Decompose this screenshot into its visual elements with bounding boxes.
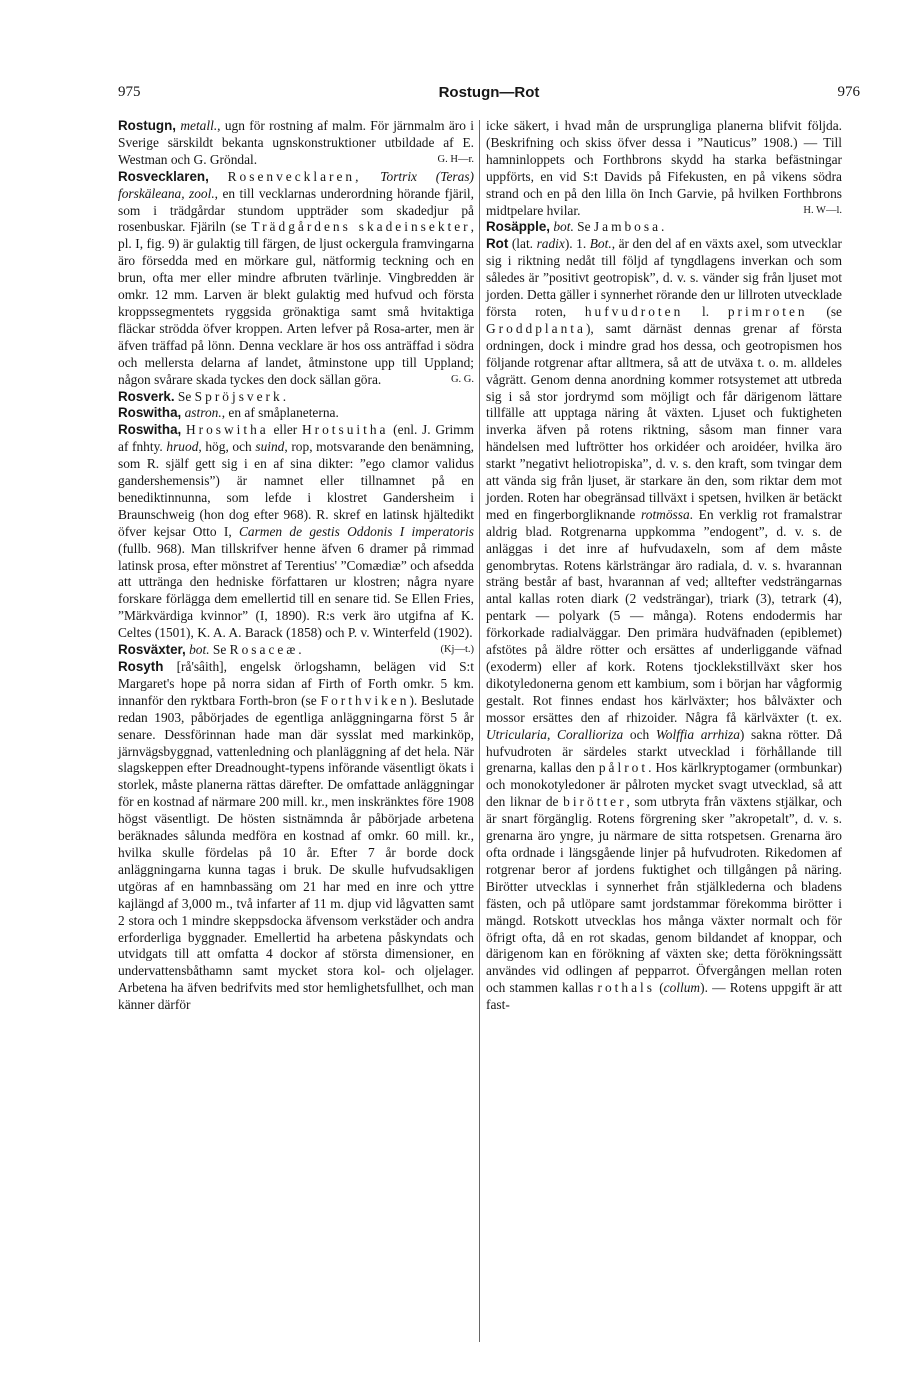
cross-reference: Jambosa. [593, 219, 668, 235]
entry-text: , pl. I, fig. 9) är gulaktig till färgen, de ljust ockergula framvingarna äro försedda med en mörkare gul, nätformig teckning och en brun, ofta mer eller mindre afbruten tvärlinje. Vingbredden är omkr. 12 mm. Larven är blekt gulaktig med hufvud och första kroppssegmentets ryggsida grönaktiga samt små hvitaktiga fläckar strödda öfver kroppen. Arten lefver på Rosa-arter, men är äfven träffad på lönn. Denna vecklare är hos oss anträffad i södra och mellersta delarna af landet, åtminstone upp till Uppland; någon svårare skada tyckes den dock sällan göra. [118, 219, 474, 387]
column-divider [479, 120, 480, 1342]
headword: Rosverk. [118, 388, 175, 404]
entry-text: . Hos kärlkryptogamer (ormbunkar) och monokotyledoner är pålroten mycket svagt utvecklad, så att den liknar de [486, 760, 842, 810]
entry-roswitha-astron [118, 405, 474, 422]
entry-text: ( [654, 980, 664, 996]
entry-rosvaxter [118, 642, 474, 659]
right-column [486, 118, 842, 1014]
entry-text: eller [268, 422, 302, 438]
headword: Rosäpple, [486, 219, 550, 235]
cross-reference: Rosaceæ. [229, 642, 305, 658]
entry-text: ). 1. [564, 236, 590, 252]
abbreviation: astron. [184, 405, 222, 421]
spaced-term: Rosenvecklaren, [227, 168, 362, 184]
spaced-term: birötter [563, 794, 627, 810]
entry-text: , rop, motsvarande den benämning, som R. själf gett sig i en af sina dikter: ”ego clamor validus gandershemensis”) är namnet eller tillnamnet på en benediktinnunna, som lefde i klostret Gandersheim i Braunschweig (hon dog efter 968). R. skref en latinsk hjältedikt öfver kejsar Otto I, [118, 439, 474, 539]
entry-text: (fullb. 968). Man tillskrifver henne äfven 6 dramer på rimmad latinsk prosa, efter mönstret af Terentius' ”Comædiæ” och afsedda att uttränga den hedniske författaren ur klostren; några nyare forskare förlägga dem emellertid till en senare tid. Se Ellen Fries, ”Märkvärdiga kvinnor” (I, 1890). R:s verk äro utgifna af K. Celtes (1501), K. A. A. Barack (1858) och P. v. Winterfeld (1902). [118, 540, 474, 641]
entry-text: ). Beslutade redan 1903, påbörjades de egentliga anläggningarna först 5 år senare. Dessförinnan hade man där sysslat med markinköp, järnvägsbyggnad, vattenledning och planläggning af det hela. När slagskeppen efter Dreadnought-typens införande väsentligt ökats i storlek, måste planerna rättas därefter. De omfattade anläggningar för en kostnad af närmare 200 mill. kr., men inskränktes före 1908 högst väsentligt. De hösten sistnämnda år påbörjade arbetena beräknades sålunda medföra en kostnad af omkr. 60 mill. kr., hvilka skulle fördelas på 10 år. Efter 7 år borde dock anläggningarna kunna tagas i bruk. De skulle hufvudsakligen utgöras af en hamnbassäng om 21 har med en inre och yttre kajlängd af 3,000 m., två infarter af 11 m. djup vid lågvatten samt 2 stora och 1 mindre skeppsdocka äfvensom verkstäder och andra erforderliga byggnader. Emellertid ha arbetena påskyndats och utvidgats till att omfatta 4 dockor af största dimensioner, en undervattensbåthamn samt mycket stora kol- och oljelager. Arbetena ha äfven bedrifvits med stor hemlighetsfullhet, och man känner därför [118, 692, 474, 1013]
entry-rostugn [118, 118, 474, 169]
entry-text: . En verklig rot framalstrar aldrig blad. Rotgrenarna uppkomma ”endogent”, d. v. s. de anläggas i det inre af hufvudaxeln, som af dem måste genombrytas. Rotens kärlsträngar äro radiala, d. v. s. hvarannan sträng består af bast, hvarannan af ved; alltefter vedsträngarnas antal kallas roten diark (2 vedsträngar), triark (3), tetrark (4), pentark — polyark (5 — många). Rotens endodermis har förkorkade radialväggar. Den primära hudväfnaden (epiblemet) afstötes på äldre rötter och ersättes af underliggande väfnad (exoderm) eller af kork. Rotens tjocklekstillväxt sker hos dikotyledonerna genom ett kambium, som i början har vågformig gestalt. Rot finnes endast hos kärlväxter; hos bålväxter och mossor ersättes den af rhizoider. Några få kärlväxter (t. ex. [486, 506, 843, 725]
headword: Rosyth [118, 659, 164, 674]
cross-reference: Groddplanta [486, 320, 586, 336]
headword: Rot [486, 236, 509, 252]
entry-text: ) sakna rötter. Då hufvudroten är särdeles starkt utvecklad i förhållande till grenarna, kallas den [486, 726, 843, 776]
cross-reference: Spröjsverk. [194, 388, 290, 404]
latin-term: radix [536, 236, 565, 252]
entry-text: , är den del af en växts axel, som utvecklar sig i riktning nedåt till följd af tyngdlagens inverkan och som således är ”positivt geotropisk”, d. v. s. vänder sig från ljuset mot jorden. Detta gäller i synnerhet rörande den ur lillroten utvecklade första roten, [486, 236, 843, 319]
entry-text: och [623, 726, 656, 742]
running-head: Rostugn—Rot [438, 84, 540, 101]
entry-text: (lat. [508, 236, 537, 252]
entry-text: , hög, och [198, 439, 256, 455]
entry-text: Se [174, 388, 195, 404]
abbreviation: bot. [189, 642, 210, 658]
entry-text: Se [573, 219, 594, 235]
entry-rosverk [118, 389, 474, 406]
page-number-left: 975 [118, 84, 141, 100]
page-header [118, 84, 860, 108]
author-signature: G. H—r. [437, 153, 474, 165]
headword: Roswitha, [118, 405, 182, 421]
entry-text: , ugn för rostning af malm. För järnmalm äro i Sverige särskildt bekanta ugnskonstruktioner utbildade af E. Westman och G. Gröndal. [118, 118, 474, 167]
entry-rosyth [118, 659, 474, 1014]
entry-rosapple [486, 219, 842, 236]
latin-name: Wolffia arrhiza [655, 726, 740, 742]
spaced-term: rothals [597, 980, 655, 996]
etymon: suind [255, 439, 285, 455]
latin-name: Tortrix (Teras) forskäleana, zool. [118, 168, 474, 201]
author-signature: H. W—l. [803, 204, 842, 216]
author-signature: G. G. [450, 373, 474, 385]
headword: Rosväxter, [118, 642, 186, 658]
latin-name: Corallioriza [557, 726, 624, 742]
entry-rot [486, 236, 842, 1014]
spaced-term: Hroswitha [185, 422, 269, 438]
headword: Rosvecklaren, [118, 168, 209, 184]
entry-rosvecklaren [118, 169, 474, 389]
entry-text: (enl. J. Grimm af fnhty. [118, 422, 474, 455]
spaced-term: hufvudroten [584, 303, 684, 319]
abbreviation: Bot. [589, 236, 612, 252]
etymon: hruod [166, 439, 199, 455]
spaced-term: Hrotsuitha [301, 422, 389, 438]
entry-text: , en af småplaneterna. [221, 405, 339, 421]
latin-name: Utricularia [486, 726, 548, 742]
entry-text: , en till vecklarnas underordning hörande fjäril, som i trädgårdar stundom uppträder som skadedjur på rosenbuskar. Fjäriln (se [118, 185, 474, 235]
entry-text: , [547, 726, 558, 742]
entry-text: l. [683, 303, 728, 319]
entry-text: ). — Rotens uppgift är att fast- [486, 980, 842, 1013]
entry-text: (se [807, 303, 842, 319]
cross-reference: Forthviken [320, 692, 410, 708]
entry-text: Se [209, 642, 230, 658]
headword: Rostugn, [118, 118, 177, 133]
abbreviation: metall. [180, 118, 218, 133]
latin-term: collum [663, 980, 701, 996]
cross-reference: Trädgårdens skadeinsekter [251, 219, 471, 235]
author-signature: (Kj—t.) [440, 644, 474, 656]
work-title: Carmen de gestis Oddonis I imperatoris [238, 523, 474, 539]
left-column [118, 118, 474, 1014]
entry-text: icke säkert, i hvad mån de ursprungliga planerna blifvit följda. (Beskrifning och skiss öfver dessa i ”Nauticus” 1908.) — Till hamninloppets och Forthbrons skydd ha starka befästningar uppförts, en vid S:t Davids på Fifekusten, en på vikens södra strand och en på den lilla ön Inch Garvie, på hvilken Forthbrons midtpelare hvilar. [486, 118, 842, 218]
entry-text: , som utbryta från växtens stjälkar, och är snart förgänglig. Rotens förgrening sker ”akropetalt”, d. v. s. grenarna äro yngre, ju närmare de sitta rotspetsen. Grenarna äro ofta ordnade i längsgående linjer på hufvudroten. Rikedomen af rotgrenar beror af jordens fuktighet och tillgången på näring. Birötter utvecklas i synnerhet från stjälklederna och bladens fästen, och på utlöpare samt jordstammar förekomma birötter i mängd. Rotskott utvecklas hos många växter normalt och för öfrigt ofta, då en rot skadas, genom bildandet af knoppar, och därigenom kan en förökning af växten ske; detta förökningssätt användes vid odlingen af pepparrot. Öfvergången mellan roten och stammen kallas [486, 794, 842, 996]
abbreviation: bot. [553, 219, 574, 235]
headword: Roswitha, [118, 422, 182, 438]
term: rotmössa [641, 506, 690, 522]
entry-text: ), samt därnäst dennas grenar af första ordningen, dock i mindre grad hos dessa, och geotropismen hos följande rotgrenar aftar alltmera, så att de utväxa t. o. m. alldeles vågrätt. Genom denna anordning kommer rotsystemet att utbreda sig i så stor jordrymd som möjligt och får därigenom lättare tillfälle att upptaga näring åt växten. Ljuset och fuktigheten inverka äfven på rotens riktning, såsom man finner vara händelsen med luftrötter hos orkidéer och aroidéer, hvilka äro starkt ”negativt heliotropiska”, d. v. s. den kraft, som tvingar dem att vända sig från ljuset, är starkare än den, som riktar dem mot jorden. Roten har obegränsad tillväxt i spetsen, hvilken är betäckt med en fingerborgliknande [486, 320, 842, 522]
spaced-term: primroten [727, 303, 808, 319]
page-number-right: 976 [837, 84, 860, 100]
entry-text: [rå'sâith], engelsk örlogshamn, belägen vid S:t Margaret's hope på norra sidan af Firth of Forth omkr. 5 km. innanför den ryktbara Forth-bron (se [118, 659, 474, 708]
entry-rosyth-continued [486, 118, 842, 219]
spaced-term: pålrot [598, 760, 649, 776]
